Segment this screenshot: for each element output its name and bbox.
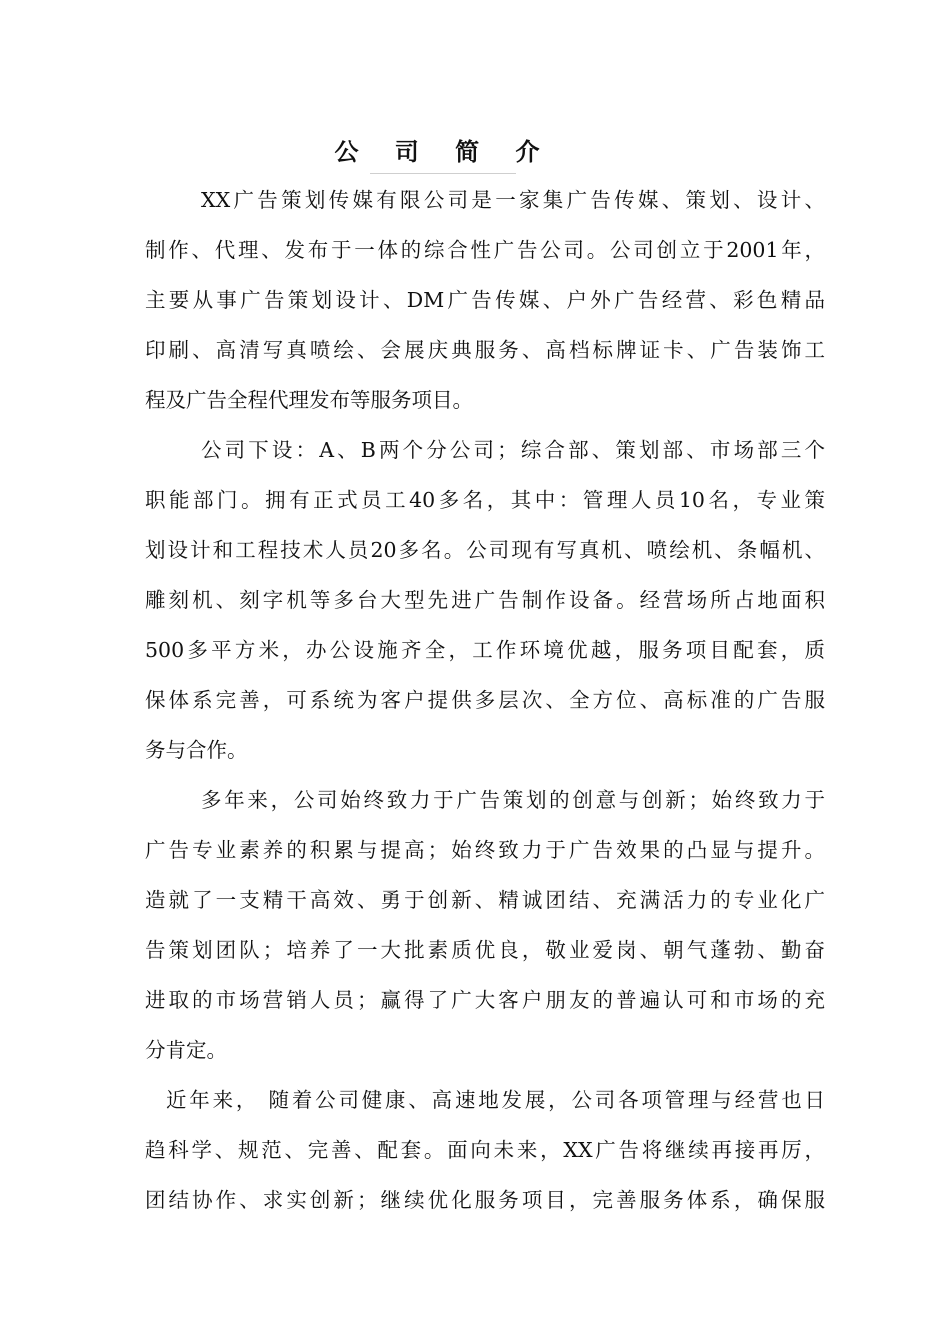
paragraph-line: 进取的市场营销人员；赢得了广大客户朋友的普遍认可和市场的充	[145, 988, 825, 1012]
paragraph-line: 分肯定。	[145, 1038, 227, 1062]
paragraph-line: 造就了一支精干高效、勇于创新、精诚团结、充满活力的专业化广	[145, 888, 825, 912]
paragraph-line: 广告专业素养的积累与提高；始终致力于广告效果的凸显与提升。	[145, 838, 825, 862]
paragraph-line: 公司下设：A、B两个分公司；综合部、策划部、市场部三个	[201, 438, 825, 462]
paragraph-line: 多年来，公司始终致力于广告策划的创意与创新；始终致力于	[201, 788, 825, 812]
page-title: 公 司 简 介	[334, 137, 554, 166]
paragraph-line: 制作、代理、发布于一体的综合性广告公司。公司创立于2001年，	[145, 238, 825, 262]
paragraph-line: 团结协作、求实创新；继续优化服务项目，完善服务体系，确保服	[145, 1188, 825, 1212]
paragraph-line: 划设计和工程技术人员20多名。公司现有写真机、喷绘机、条幅机、	[145, 538, 825, 562]
paragraph-line: 雕刻机、刻字机等多台大型先进广告制作设备。经营场所占地面积	[145, 588, 825, 612]
paragraph-line: 500多平方米，办公设施齐全，工作环境优越，服务项目配套，质	[145, 638, 825, 662]
paragraph-line: 保体系完善，可系统为客户提供多层次、全方位、高标准的广告服	[145, 688, 825, 712]
paragraph-line: 趋科学、规范、完善、配套。面向未来，XX广告将继续再接再厉，	[145, 1138, 825, 1162]
title-underline	[370, 173, 516, 174]
paragraph-line: 务与合作。	[145, 738, 248, 762]
paragraph-line: 职能部门。拥有正式员工40多名，其中：管理人员10名，专业策	[145, 488, 825, 512]
paragraph-line: 主要从事广告策划设计、DM广告传媒、户外广告经营、彩色精品	[145, 288, 825, 312]
paragraph-line: 告策划团队；培养了一大批素质优良，敬业爱岗、朝气蓬勃、勤奋	[145, 938, 825, 962]
paragraph-line: 印刷、高清写真喷绘、会展庆典服务、高档标牌证卡、广告装饰工	[145, 338, 825, 362]
paragraph-line: XX广告策划传媒有限公司是一家集广告传媒、策划、设计、	[201, 188, 825, 212]
paragraph-line: 近年来， 随着公司健康、高速地发展，公司各项管理与经营也日	[166, 1088, 825, 1112]
paragraph-line: 程及广告全程代理发布等服务项目。	[145, 388, 473, 412]
